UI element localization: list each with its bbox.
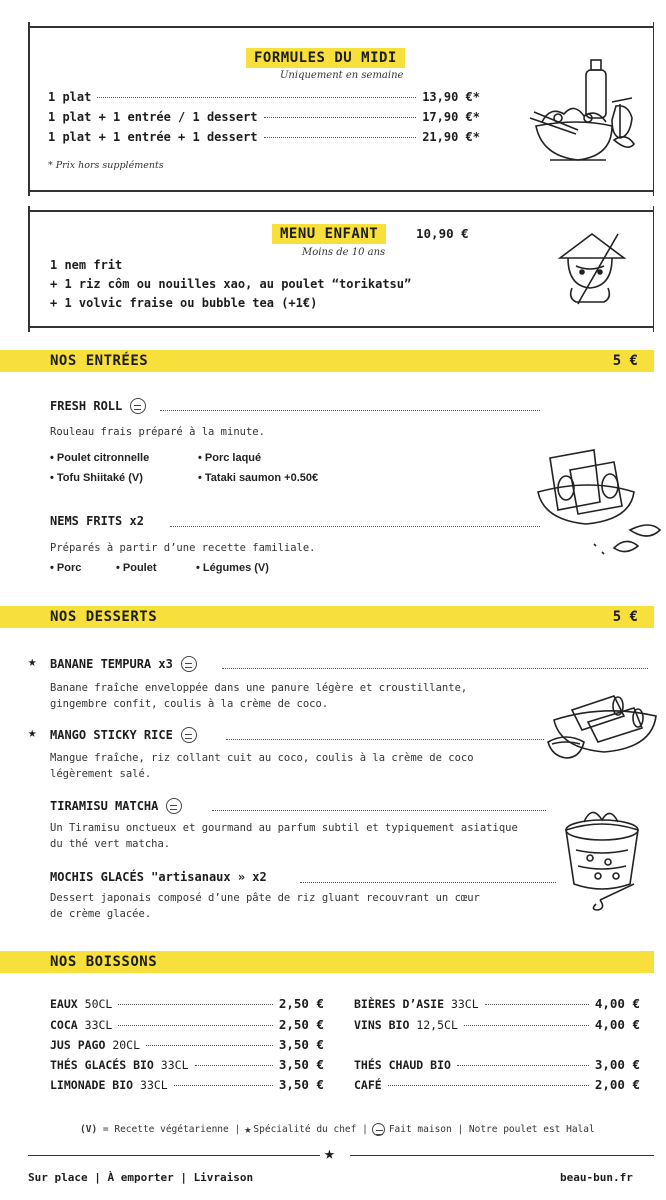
dessert-name (50, 870, 267, 884)
nems-name (50, 514, 144, 528)
enfant-price: 10,90 € (416, 226, 469, 241)
drink-price: 3,50 € (278, 1037, 324, 1052)
option: • Tataki saumon +0.50€ (198, 472, 319, 484)
dessert-desc: gingembre confit, coulis à la crème de coco. (50, 698, 329, 710)
drink-name: COCA (50, 1018, 78, 1032)
matcha-dessert-icon (556, 800, 648, 912)
legend-veg-text: = Recette végétarienne | (102, 1123, 241, 1135)
spring-roll-icon (530, 448, 664, 558)
dessert-desc: Dessert japonais composé d’une pâte de riz gluant recouvrant un cœur (50, 892, 480, 904)
drink-price: 2,00 € (594, 1077, 640, 1092)
drink-name: BIÈRES D’ASIE (354, 997, 445, 1011)
boissons-title: NOS BOISSONS (50, 954, 158, 970)
drink-row (354, 1077, 640, 1092)
dessert-label: MOCHIS GLACÉS "artisanaux » x2 (50, 870, 267, 884)
fresh-roll-dots (160, 410, 540, 411)
fresh-roll-name (50, 398, 146, 414)
drink-price: 3,50 € (278, 1057, 324, 1072)
dessert-desc: de crème glacée. (50, 908, 152, 920)
enfant-subtitle: Moins de 10 ans (302, 247, 386, 258)
footer-divider-right (350, 1155, 654, 1156)
formules-note: * Prix hors suppléments (48, 160, 164, 171)
enfant-line: + 1 riz côm ou nouilles xao, au poulet “torikatsu” (50, 277, 412, 291)
dessert-desc: du thé vert matcha. (50, 838, 171, 850)
banana-plate-icon (544, 686, 660, 764)
footer-services: Sur place | À emporter | Livraison (28, 1171, 254, 1184)
entrees-price: 5 € (612, 353, 638, 369)
option: • Porc laqué (198, 452, 262, 464)
drink-size: 33CL (160, 1058, 189, 1072)
homemade-icon (181, 656, 197, 672)
dessert-label: MANGO STICKY RICE (50, 728, 173, 742)
star-icon: ★ (28, 725, 37, 741)
fresh-roll-label: FRESH ROLL (50, 399, 123, 413)
drink-name: JUS PAGO (50, 1038, 106, 1052)
star-icon: ★ (244, 1122, 252, 1136)
dessert-name (50, 727, 197, 743)
enfant-title: MENU ENFANT (272, 224, 386, 244)
formule-row (48, 110, 480, 124)
formule-label: 1 plat + 1 entrée / 1 dessert (48, 110, 258, 124)
desserts-price: 5 € (612, 609, 638, 625)
option: • Tofu Shiitaké (V) (50, 472, 143, 484)
drink-price: 4,00 € (594, 996, 640, 1011)
option: • Légumes (V) (196, 562, 269, 574)
dessert-dots (226, 739, 544, 740)
drink-size: 20CL (112, 1038, 141, 1052)
dessert-desc: Mangue fraîche, riz collant cuit au coco, coulis à la crème de coco (50, 752, 474, 764)
legend-veg: (V) (80, 1123, 98, 1135)
drink-row (50, 1037, 324, 1052)
formules-subtitle: Uniquement en semaine (280, 70, 404, 81)
dessert-desc: Un Tiramisu onctueux et gourmand au parfum subtil et typiquement asiatique (50, 822, 518, 834)
desserts-band (0, 606, 654, 628)
dessert-dots (300, 882, 556, 883)
footer-divider-left (28, 1155, 320, 1156)
formules-title: FORMULES DU MIDI (246, 48, 405, 68)
formule-label: 1 plat + 1 entrée + 1 dessert (48, 130, 258, 144)
drink-price: 2,50 € (278, 996, 324, 1011)
formule-price: 21,90 €* (422, 130, 480, 144)
enfant-line: + 1 volvic fraise ou bubble tea (+1€) (50, 296, 318, 310)
dessert-label: TIRAMISU MATCHA (50, 799, 159, 813)
boissons-band (0, 951, 654, 973)
star-icon: ★ (324, 1143, 335, 1164)
drink-row (50, 996, 324, 1011)
nems-desc: Préparés à partir d’une recette familiale. (50, 542, 316, 554)
option: • Poulet (116, 562, 157, 574)
drink-size: 12,5CL (416, 1018, 458, 1032)
drink-size: 33CL (84, 1018, 113, 1032)
formule-price: 17,90 €* (422, 110, 480, 124)
desserts-title: NOS DESSERTS (50, 609, 158, 625)
drink-name: THÉS GLACÉS BIO (50, 1058, 154, 1072)
enfant-line: 1 nem frit (50, 258, 123, 272)
homemade-icon (130, 398, 146, 414)
drink-price: 4,00 € (594, 1017, 640, 1032)
child-chef-icon (552, 228, 632, 306)
dessert-label: BANANE TEMPURA x3 (50, 657, 173, 671)
drink-name: EAUX (50, 997, 78, 1011)
homemade-icon (166, 798, 182, 814)
legend-home-text: Fait maison | Notre poulet est Halal (388, 1123, 595, 1135)
formule-row (48, 90, 480, 104)
drink-size: 33CL (450, 997, 479, 1011)
drink-size: 50CL (84, 997, 113, 1011)
dessert-desc: Banane fraîche enveloppée dans une panure légère et croustillante, (50, 682, 468, 694)
option: • Poulet citronnelle (50, 452, 150, 464)
drink-price: 3,50 € (278, 1077, 324, 1092)
formule-row (48, 130, 480, 144)
option: • Porc (50, 562, 82, 574)
drink-row (50, 1057, 324, 1072)
drink-price: 2,50 € (278, 1017, 324, 1032)
drink-name: VINS BIO (354, 1018, 410, 1032)
drink-row (354, 1017, 640, 1032)
formule-price: 13,90 €* (422, 90, 480, 104)
drink-name: THÉS CHAUD BIO (354, 1058, 451, 1072)
drink-price: 3,00 € (594, 1057, 640, 1072)
homemade-icon (181, 727, 197, 743)
footer-website[interactable]: beau-bun.fr (560, 1171, 633, 1184)
drink-size: 33CL (140, 1078, 168, 1092)
entrees-band (0, 350, 654, 372)
homemade-icon (372, 1123, 385, 1136)
drink-row (354, 996, 640, 1011)
drink-name: LIMONADE BIO (50, 1078, 134, 1092)
drink-row (50, 1017, 324, 1032)
dessert-desc: légèrement salé. (50, 768, 152, 780)
formule-label: 1 plat (48, 90, 92, 104)
fresh-roll-desc: Rouleau frais préparé à la minute. (50, 426, 265, 438)
nems-label: NEMS FRITS x2 (50, 514, 144, 528)
drink-name: CAFÉ (354, 1078, 382, 1092)
legend (80, 1122, 595, 1136)
legend-chef-text: Spécialité du chef | (253, 1123, 368, 1135)
drink-row (354, 1057, 640, 1072)
bowl-drink-icon (528, 56, 638, 174)
entrees-title: NOS ENTRÉES (50, 353, 149, 369)
drink-row (50, 1077, 324, 1092)
dessert-name (50, 656, 197, 672)
star-icon: ★ (28, 654, 37, 670)
dessert-dots (212, 810, 546, 811)
nems-dots (170, 526, 540, 527)
dessert-dots (222, 668, 648, 669)
dessert-name (50, 798, 182, 814)
